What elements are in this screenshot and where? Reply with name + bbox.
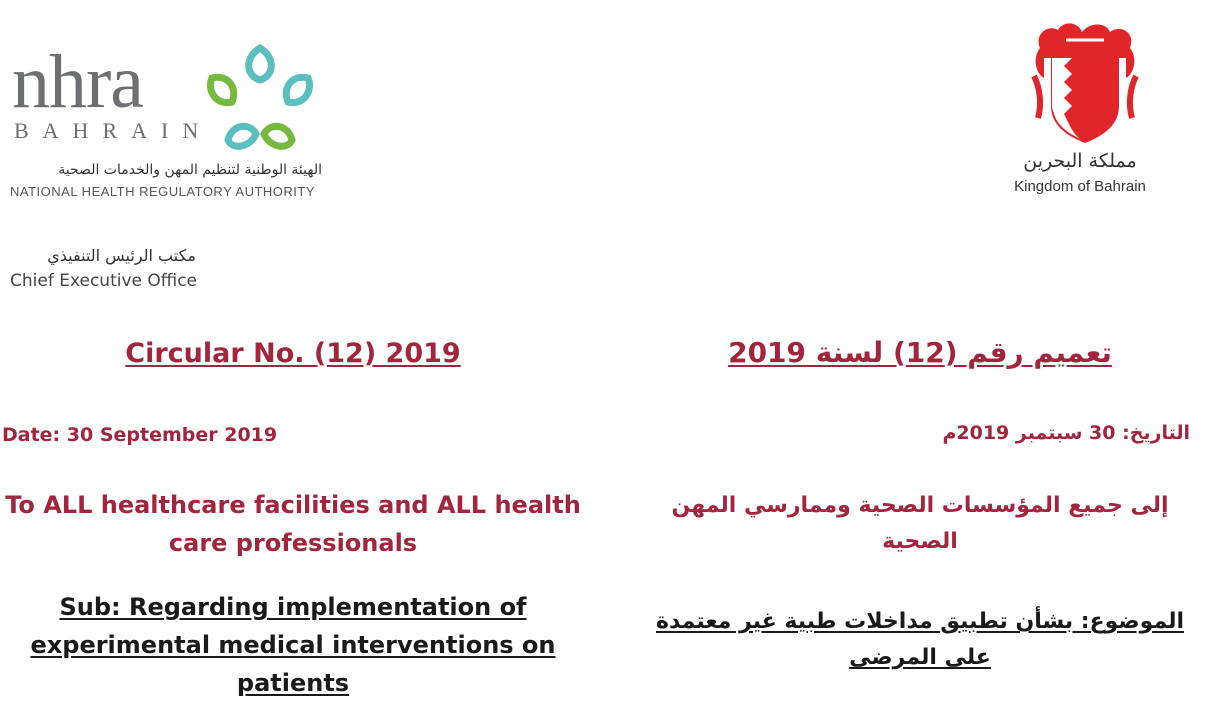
recipients-arabic-line: إلى جميع المؤسسات الصحية وممارسي المهن [671,493,1169,518]
kingdom-name-arabic: مملكة البحرين [1023,150,1137,172]
recipients-arabic-line: الصحية [882,529,958,554]
recipients-english-line: To ALL healthcare facilities and ALL health [5,491,581,519]
circular-title-english: Circular No. (12) 2019 [125,338,461,369]
subject-english-line: patients [236,669,350,697]
kingdom-name-english: Kingdom of Bahrain [1014,178,1146,195]
subject-english-line: Sub: Regarding implementation of [59,593,527,621]
nhra-name-english: NATIONAL HEALTH REGULATORY AUTHORITY [10,184,316,199]
bahrain-crest-icon [1030,18,1140,144]
recipients-english-line: care professionals [168,529,418,557]
nhra-country-label: BAHRAIN [14,118,213,143]
date-english: Date: 30 September 2019 [2,424,278,446]
recipients-arabic [640,488,1200,560]
ceo-office-english: Chief Executive Office [10,271,198,291]
circular-title-arabic: تعميم رقم (12) لسنة 2019 [728,336,1112,369]
date-arabic: التاريخ: 30 سبتمبر 2019م [942,422,1190,444]
subject-english-line: experimental medical interventions on [30,631,556,659]
subject-arabic-line: على المرضى [849,645,991,670]
nhra-wordmark: nhra [12,40,144,124]
recipients-english [0,486,586,562]
ceo-office-arabic: مكتب الرئيس التنفيذي [47,246,196,265]
subject-arabic [640,604,1200,676]
nhra-flower-logo-icon [196,40,324,158]
subject-english [0,588,586,702]
nhra-name-arabic: الهيئة الوطنية لتنظيم المهن والخدمات الصحية [58,162,322,178]
subject-arabic-line: الموضوع: بشأن تطبيق مداخلات طبية غير معتمدة [655,609,1185,634]
